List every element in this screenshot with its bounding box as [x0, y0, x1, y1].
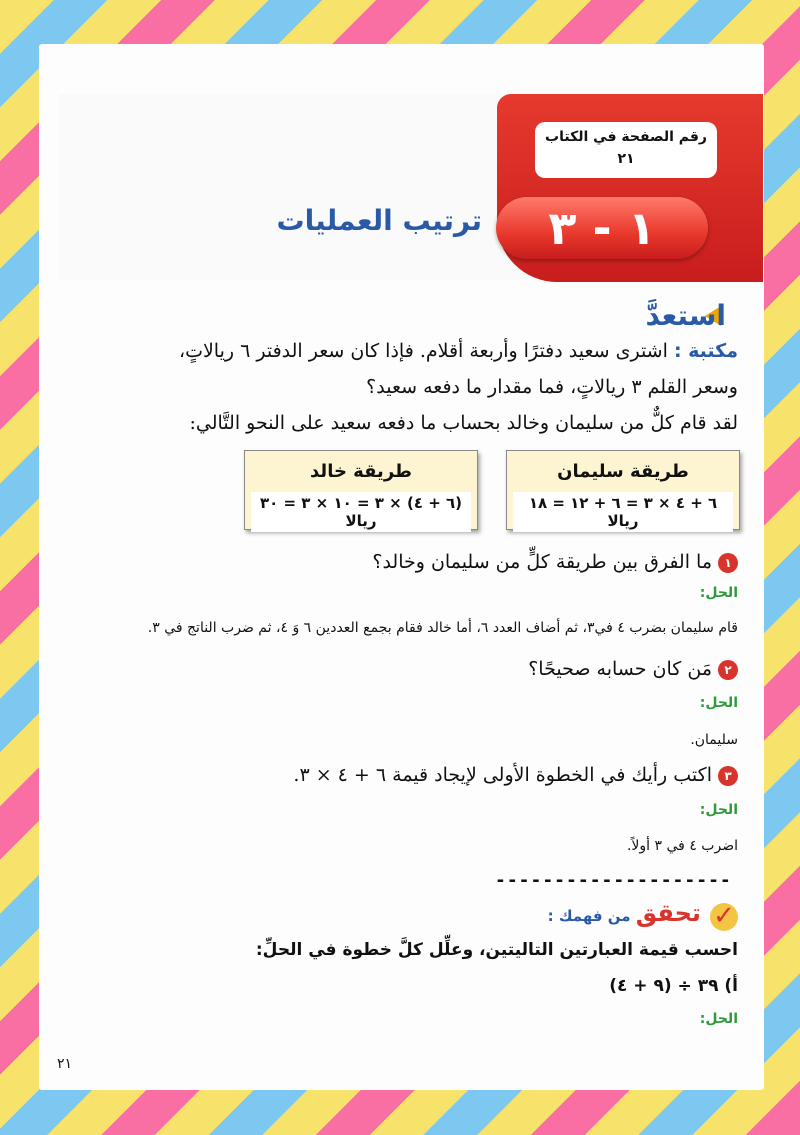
- page-number: ٢١: [57, 1056, 73, 1072]
- check-subtitle: من فهمك :: [547, 907, 631, 925]
- question-number-badge: ٢: [718, 660, 738, 680]
- answer-1: قام سليمان بضرب ٤ في٣، ثم أضاف العدد ٦، أما خالد فقام بجمع العددين ٦ وَ ٤، ثم ضرب الناتج في ٣.: [147, 620, 738, 636]
- exercise-a: أ) ٣٩ ÷ (٩ + ٤): [609, 976, 738, 996]
- method-box-sulaiman: [506, 450, 740, 530]
- question-number-badge: ١: [718, 553, 738, 573]
- method-value: (٦ + ٤) × ٣ = ١٠ × ٣ = ٣٠ ريالا: [251, 492, 471, 532]
- intro-line-2: وسعر القلم ٣ ريالاتٍ، فما مقدار ما دفعه سعيد؟: [366, 376, 738, 398]
- check-instruction: احسب قيمة العبارتين التاليتين، وعلِّل كلَّ خطوة في الحلِّ:: [255, 940, 738, 960]
- solution-label: الحل:: [699, 695, 738, 711]
- question-2: ٢مَن كان حسابه صحيحًا؟: [528, 658, 738, 680]
- solution-label: الحل:: [699, 802, 738, 818]
- method-title: طريقة سليمان: [557, 461, 689, 482]
- intro-keyword: مكتبة :: [673, 340, 738, 362]
- divider-line: --------------------: [495, 870, 732, 891]
- page-reference-box: [535, 122, 717, 178]
- checkmark-icon: ✓: [710, 903, 738, 931]
- method-box-khaled: [244, 450, 478, 530]
- lesson-number-badge: ١ - ٣: [496, 197, 708, 259]
- worksheet-page: [39, 44, 764, 1090]
- solution-label: الحل:: [699, 1011, 738, 1027]
- answer-3: اضرب ٤ في ٣ أولاً.: [626, 838, 738, 854]
- lesson-title: ترتيب العمليات: [276, 204, 482, 237]
- question-3: ٣اكتب رأيك في الخطوة الأولى لإيجاد قيمة ٦ + ٤ × ٣.: [293, 764, 738, 786]
- answer-2: سليمان.: [690, 732, 738, 748]
- question-1: ١ما الفرق بين طريقة كلٍّ من سليمان وخالد؟: [372, 551, 738, 573]
- check-understanding-heading: [548, 899, 738, 931]
- page-reference-number: ٢١: [617, 151, 635, 167]
- method-title: طريقة خالد: [310, 461, 412, 482]
- method-value: ٦ + ٤ × ٣ = ٦ + ١٢ = ١٨ ريالا: [513, 492, 733, 532]
- question-number-badge: ٣: [718, 766, 738, 786]
- page-reference-label: رقم الصفحة في الكتاب: [545, 129, 707, 145]
- intro-line-1: مكتبة : اشترى سعيد دفترًا وأربعة أقلام. فإذا كان سعر الدفتر ٦ ريالاتٍ،: [178, 340, 738, 362]
- intro-line-3: لقد قام كلٌّ من سليمان وخالد بحساب ما دفعه سعيد على النحو التَّالي:: [189, 412, 738, 434]
- solution-label: الحل:: [699, 585, 738, 601]
- check-title: تحقق: [635, 899, 701, 927]
- section-title: استعدَّ: [645, 299, 726, 332]
